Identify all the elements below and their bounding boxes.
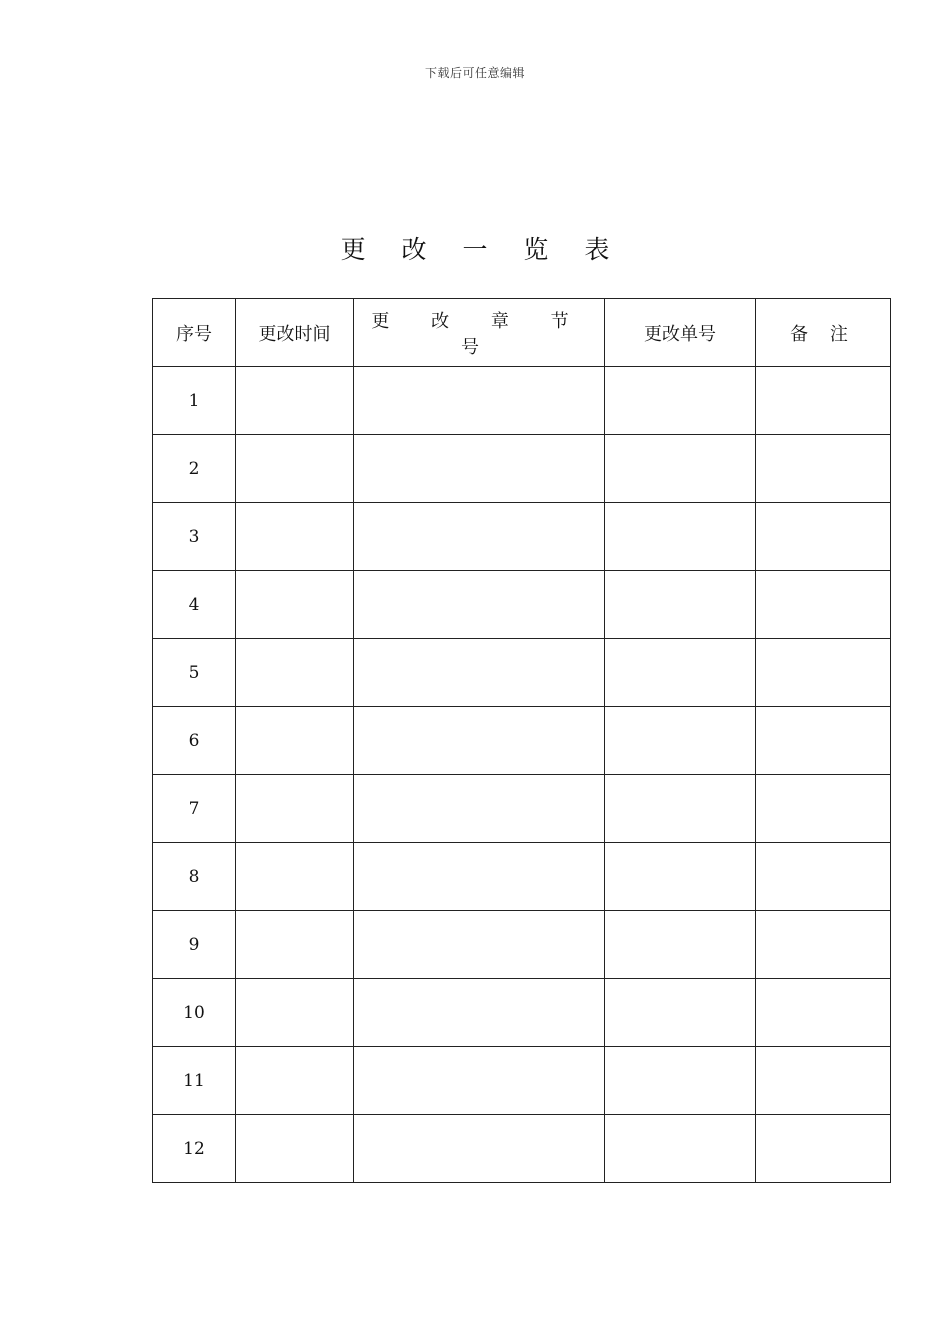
seq-cell: 11 [153,1047,236,1115]
column-header-remark: 备 注 [756,299,891,367]
remark-cell [756,571,891,639]
table-row [153,707,891,775]
change-time-cell [236,367,354,435]
change-time-cell [236,775,354,843]
section-no-cell [354,911,605,979]
change-time-cell [236,435,354,503]
seq-cell: 6 [153,707,236,775]
table-row [153,1047,891,1115]
remark-cell [756,1115,891,1183]
table-row [153,1115,891,1183]
section-no-cell [354,775,605,843]
seq-cell: 2 [153,435,236,503]
table-row [153,503,891,571]
change-order-no-cell [605,843,756,911]
header-row [153,299,891,367]
change-time-cell [236,843,354,911]
change-order-no-cell [605,979,756,1047]
remark-cell [756,911,891,979]
section-no-cell [354,435,605,503]
seq-cell: 9 [153,911,236,979]
remark-cell [756,639,891,707]
section-no-cell [354,503,605,571]
section-no-cell [354,639,605,707]
change-time-cell [236,503,354,571]
seq-cell: 4 [153,571,236,639]
table-row [153,775,891,843]
seq-cell: 5 [153,639,236,707]
table-row [153,435,891,503]
section-no-cell [354,367,605,435]
remark-cell [756,843,891,911]
remark-cell [756,503,891,571]
section-no-cell [354,1115,605,1183]
page-header-note: 下载后可任意编辑 [424,66,525,80]
table-row [153,367,891,435]
change-log-table [152,298,891,1183]
change-time-cell [236,639,354,707]
change-time-cell [236,707,354,775]
table-body [153,367,891,1183]
change-order-no-cell [605,367,756,435]
table-row [153,571,891,639]
remark-cell [756,367,891,435]
change-order-no-cell [605,707,756,775]
change-time-cell [236,911,354,979]
change-order-no-cell [605,435,756,503]
seq-cell: 3 [153,503,236,571]
change-time-cell [236,979,354,1047]
seq-cell: 10 [153,979,236,1047]
section-no-cell [354,707,605,775]
remark-cell [756,1047,891,1115]
section-no-cell [354,843,605,911]
section-no-cell [354,979,605,1047]
change-order-no-cell [605,639,756,707]
seq-cell: 12 [153,1115,236,1183]
column-header-change-time: 更改时间 [236,299,354,367]
column-header-section-no: 更 改 章 节 号 [354,299,605,367]
remark-cell [756,435,891,503]
column-header-seq: 序号 [153,299,236,367]
remark-cell [756,707,891,775]
change-time-cell [236,571,354,639]
table-row [153,639,891,707]
table-row [153,979,891,1047]
document-title: 更 改 一 览 表 [340,235,624,264]
change-time-cell [236,1115,354,1183]
change-order-no-cell [605,911,756,979]
seq-cell: 7 [153,775,236,843]
change-order-no-cell [605,503,756,571]
change-order-no-cell [605,775,756,843]
table-row [153,911,891,979]
seq-cell: 1 [153,367,236,435]
column-header-change-order-no: 更改单号 [605,299,756,367]
change-order-no-cell [605,571,756,639]
section-no-cell [354,571,605,639]
change-order-no-cell [605,1115,756,1183]
change-order-no-cell [605,1047,756,1115]
section-no-cell [354,1047,605,1115]
seq-cell: 8 [153,843,236,911]
table-row [153,843,891,911]
remark-cell [756,979,891,1047]
remark-cell [756,775,891,843]
table-header [153,299,891,367]
change-time-cell [236,1047,354,1115]
